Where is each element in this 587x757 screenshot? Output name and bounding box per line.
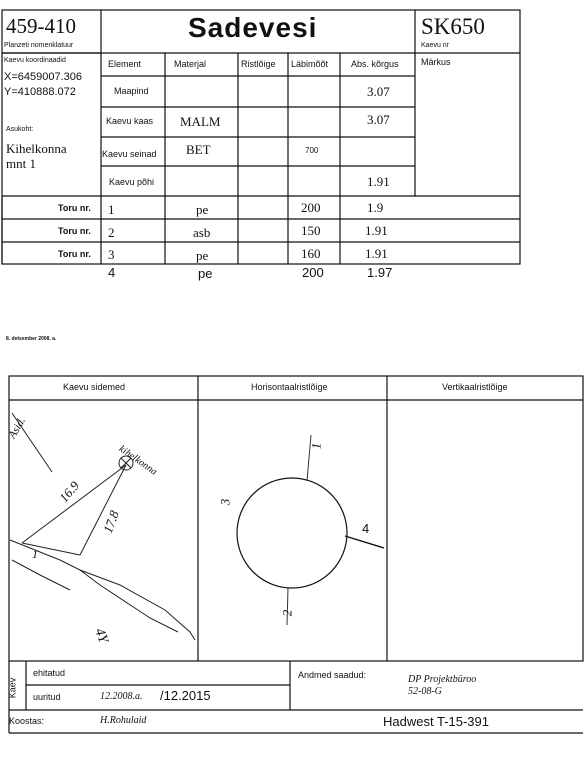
plan-number: 459-410 bbox=[6, 14, 76, 38]
row-element: Kaevu põhi bbox=[109, 177, 155, 187]
plan-number-label: Planzeti nomenklatuur bbox=[4, 42, 74, 49]
document-code: Hadwest T-15-391 bbox=[383, 714, 489, 729]
data-received-label: Andmed saadud: bbox=[298, 670, 367, 680]
pipe-nr: 1 bbox=[108, 202, 115, 217]
pipe-diameter: 200 bbox=[301, 200, 321, 215]
surveyed-value2: /12.2015 bbox=[160, 688, 211, 703]
coordinate-x: X=6459007.306 bbox=[4, 71, 82, 83]
header-element: Element bbox=[108, 59, 142, 69]
pipe-label-1: 1 bbox=[308, 442, 324, 450]
sketch-note-asid: Asid. bbox=[6, 415, 28, 441]
row-diameter: 700 bbox=[305, 146, 319, 155]
sketch-note-num1: 1 bbox=[32, 547, 38, 561]
header-cross-section: Ristlõige bbox=[241, 59, 276, 69]
extra-pipe-abs-height: 1.97 bbox=[367, 265, 393, 280]
extra-pipe-diameter: 200 bbox=[302, 265, 324, 280]
data-received-value1: DP Projektbüroo bbox=[408, 674, 477, 685]
sketch-note-dist2: 17.8 bbox=[99, 508, 122, 536]
compiled-value: H.Rohulaid bbox=[100, 715, 147, 726]
header-abs-height: Abs. kõrgus bbox=[351, 59, 399, 69]
pipe-label-4: 4 bbox=[362, 521, 370, 536]
pipe-label-3: 3 bbox=[217, 498, 233, 506]
coordinates-label: Kaevu koordinaadid bbox=[4, 57, 66, 64]
pipe-material: pe bbox=[196, 248, 209, 263]
pipe-abs-height: 1.91 bbox=[365, 223, 388, 238]
coordinate-y: Y=410888.072 bbox=[4, 86, 76, 98]
pipe-abs-height: 1.91 bbox=[365, 246, 388, 261]
page-title: Sadevesi bbox=[188, 12, 318, 43]
row-element: Kaevu seinad bbox=[102, 149, 157, 159]
header-remarks: Märkus bbox=[421, 57, 451, 67]
date-note: 8. detsember 2008. a. bbox=[6, 336, 57, 342]
extra-pipe-material: pe bbox=[198, 266, 213, 281]
pipe-label: Toru nr. bbox=[58, 226, 91, 236]
row-element: Kaevu kaas bbox=[106, 116, 154, 126]
pipe-nr: 3 bbox=[108, 247, 115, 262]
location-label: Asukoht: bbox=[6, 126, 34, 133]
pipe-material: asb bbox=[193, 225, 211, 240]
location-line1: Kihelkonna bbox=[6, 141, 67, 156]
sketch-note-bottom: 4Y bbox=[91, 626, 111, 646]
surveyed-value: 12.2008.a. bbox=[100, 691, 143, 702]
compiled-label: Koostas: bbox=[9, 716, 45, 726]
pipe-abs-height: 1.9 bbox=[367, 200, 384, 215]
pipe-material: pe bbox=[196, 202, 209, 217]
sketch-note-dist1: 16.9 bbox=[55, 478, 83, 506]
row-material: MALM bbox=[180, 114, 221, 129]
pipe-label: Toru nr. bbox=[58, 249, 91, 259]
pipe-diameter: 160 bbox=[301, 246, 321, 261]
panel-title-connections: Kaevu sidemed bbox=[63, 382, 126, 392]
pipe-label-2: 2 bbox=[279, 609, 295, 617]
header-diameter: Läbimõõt bbox=[291, 59, 329, 69]
sketch-note-road: kihelkonna bbox=[116, 443, 160, 478]
pipe-diameter: 150 bbox=[301, 223, 321, 238]
data-received-value2: 52-08-G bbox=[408, 686, 442, 697]
extra-pipe-nr: 4 bbox=[108, 265, 116, 280]
well-id-label: Kaevu nr bbox=[421, 42, 450, 49]
surveyed-label: uuritud bbox=[33, 692, 61, 702]
row-abs-height: 3.07 bbox=[367, 112, 390, 127]
header-material: Materjal bbox=[174, 59, 207, 69]
row-material: BET bbox=[186, 142, 211, 157]
panel-title-vertical: Vertikaalristlõige bbox=[442, 382, 508, 392]
footer-side-label: Kaev bbox=[7, 677, 18, 699]
built-label: ehitatud bbox=[33, 668, 66, 678]
well-id: SK650 bbox=[421, 14, 485, 39]
row-element: Maapind bbox=[114, 86, 149, 96]
location-line2: mnt 1 bbox=[6, 156, 36, 171]
pipe-nr: 2 bbox=[108, 225, 115, 240]
pipe-label: Toru nr. bbox=[58, 203, 91, 213]
panel-title-horizontal: Horisontaalristlõige bbox=[251, 382, 328, 392]
row-abs-height: 1.91 bbox=[367, 174, 390, 189]
row-abs-height: 3.07 bbox=[367, 84, 390, 99]
